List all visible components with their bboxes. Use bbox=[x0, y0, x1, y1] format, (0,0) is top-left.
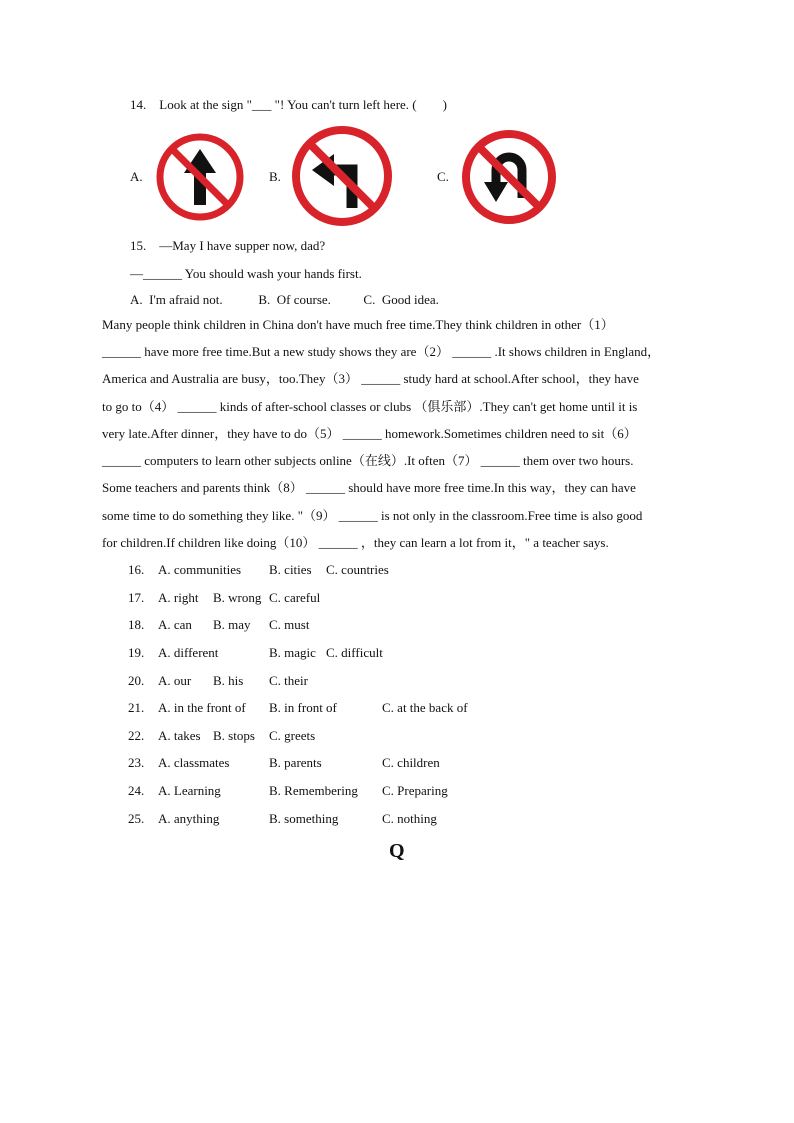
option-a: A. Learning bbox=[158, 783, 221, 798]
option-c-label: C. bbox=[437, 169, 449, 184]
option-a: A. in the front of bbox=[158, 700, 246, 715]
question-14-text: 14. Look at the sign "___ "! You can't turn left here. ( ) bbox=[130, 97, 447, 112]
no-u-turn-sign-icon bbox=[460, 128, 558, 226]
question-number: 23. bbox=[128, 755, 145, 770]
option-c: C. their bbox=[269, 673, 308, 688]
option-b: B. Remembering bbox=[269, 783, 358, 798]
option-b: B. may bbox=[213, 617, 251, 632]
option-a-label: A. bbox=[130, 169, 143, 184]
passage-line: ______ computers to learn other subjects online（在线）.It often（7） ______ them over two hours. bbox=[102, 453, 634, 468]
question-number: 21. bbox=[128, 700, 145, 715]
option-b-label: B. bbox=[269, 169, 281, 184]
option-a: A. different bbox=[158, 645, 219, 660]
question-number: 19. bbox=[128, 645, 145, 660]
option-b: B. in front of bbox=[269, 700, 337, 715]
option-c: C. countries bbox=[326, 562, 389, 577]
question-15-answer-line: —______ You should wash your hands first. bbox=[130, 266, 362, 281]
option-b: B. stops bbox=[213, 728, 255, 743]
question-number: 18. bbox=[128, 617, 145, 632]
question-15-options: A. I'm afraid not. B. Of course. C. Good idea. bbox=[130, 292, 439, 307]
option-a: A. classmates bbox=[158, 755, 230, 770]
option-c: C. at the back of bbox=[382, 700, 468, 715]
passage-line: to go to（4） ______ kinds of after-school classes or clubs （俱乐部）.They can't get home until it is bbox=[102, 399, 638, 414]
question-number: 22. bbox=[128, 728, 145, 743]
footer-mark: Q bbox=[389, 840, 405, 862]
option-c: C. nothing bbox=[382, 811, 437, 826]
option-c: C. must bbox=[269, 617, 310, 632]
option-b: B. magic bbox=[269, 645, 316, 660]
question-number: 17. bbox=[128, 590, 145, 605]
passage-line: Many people think children in China don't have much free time.They think children in other（1） bbox=[102, 317, 614, 332]
passage-line: ______ have more free time.But a new study shows they are（2） ______ .It shows children in England， bbox=[102, 344, 661, 359]
option-a: A. our bbox=[158, 673, 192, 688]
option-c: C. Preparing bbox=[382, 783, 448, 798]
option-b: B. cities bbox=[269, 562, 312, 577]
question-number: 24. bbox=[128, 783, 145, 798]
option-b: B. parents bbox=[269, 755, 322, 770]
option-c: C. greets bbox=[269, 728, 316, 743]
option-b: B. wrong bbox=[213, 590, 262, 605]
option-a: A. can bbox=[158, 617, 192, 632]
option-c: C. children bbox=[382, 755, 440, 770]
option-b: B. something bbox=[269, 811, 339, 826]
option-a: A. right bbox=[158, 590, 199, 605]
option-a: A. anything bbox=[158, 811, 220, 826]
option-b: B. his bbox=[213, 673, 244, 688]
passage-line: America and Australia are busy，too.They（3） ______ study hard at school.After school，they have bbox=[102, 371, 639, 386]
option-a: A. takes bbox=[158, 728, 201, 743]
option-c: C. difficult bbox=[326, 645, 383, 660]
option-c: C. careful bbox=[269, 590, 321, 605]
no-straight-sign-icon bbox=[154, 131, 246, 223]
passage-line: some time to do something they like. "（9） ______ is not only in the classroom.Free time is also good bbox=[102, 508, 643, 523]
passage-line: for children.If children like doing（10） ______ ，they can learn a lot from it，" a teacher says. bbox=[102, 535, 609, 550]
question-number: 20. bbox=[128, 673, 145, 688]
passage-line: very late.After dinner，they have to do（5） ______ homework.Sometimes children need to sit（6） bbox=[102, 426, 637, 441]
question-number: 25. bbox=[128, 811, 145, 826]
question-number: 16. bbox=[128, 562, 145, 577]
no-left-turn-sign-icon bbox=[290, 124, 394, 228]
passage-line: Some teachers and parents think（8） ______ should have more free time.In this way，they can have bbox=[102, 480, 636, 495]
question-15-text: 15. —May I have supper now, dad? bbox=[130, 238, 326, 253]
option-a: A. communities bbox=[158, 562, 242, 577]
